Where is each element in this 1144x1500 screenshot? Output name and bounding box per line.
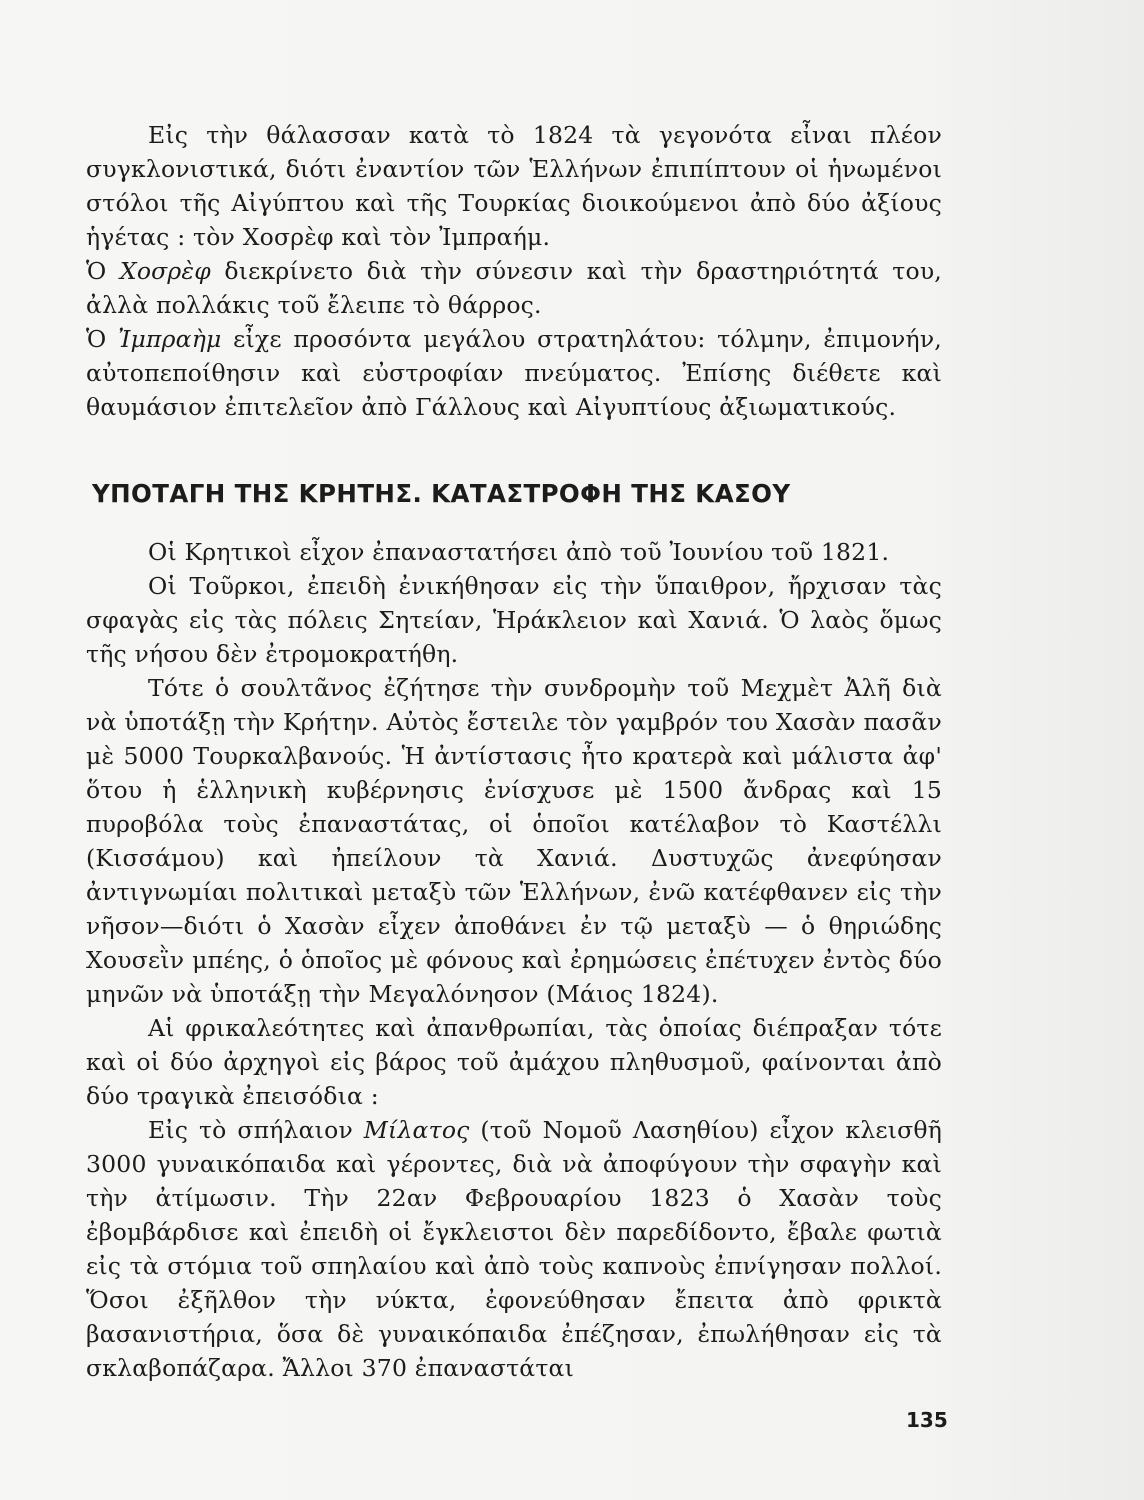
body-section — [86, 535, 942, 1385]
intro-paragraph-1: Εἰς τὴν θάλασσαν κατὰ τὸ 1824 τὰ γεγονότα εἶναι πλέον συγκλονιστικά, διότι ἐναντίον τῶν Ἑλλήνων ἐπιπίπτουν οἱ ἡνωμένοι στόλοι τῆς Αἰγύπτου καὶ τῆς Τουρκίας διοικούμενοι ἀπὸ δύο ἀξίους ἡγέτας : τὸν Χοσρὲφ καὶ τὸν Ἰμπραήμ. — [86, 121, 942, 251]
intro-paragraph-3 — [86, 322, 942, 424]
page-number: 135 — [906, 1408, 948, 1432]
body-paragraph-3: Τότε ὁ σουλτᾶνος ἐζήτησε τὴν συνδρομὴν τοῦ Μεχμὲτ Ἀλῆ διὰ νὰ ὑποτάξῃ τὴν Κρήτην. Αὐτὸς ἔστειλε τὸν γαμβρόν του Χασὰν πασᾶν μὲ 5000 Τουρκαλβανούς. Ἡ ἀντίστασις ἦτο κρατερὰ καὶ μάλιστα ἀφ' ὅτου ἡ ἑλληνικὴ κυβέρνησις ἐνίσχυσε μὲ 1500 ἄνδρας καὶ 15 πυροβόλα τοὺς ἐπαναστάτας, οἱ ὁποῖοι κατέλαβον τὸ Καστέλλι (Κισσάμου) καὶ ἠπείλουν τὰ Χανιά. Δυστυχῶς ἀνεφύησαν ἀντιγνωμίαι πολιτικαὶ μεταξὺ τῶν Ἑλλήνων, ἐνῶ κατέφθανεν εἰς τὴν νῆσον—διότι ὁ Χασὰν εἶχεν ἀποθάνει ἐν τῷ μεταξὺ — ὁ θηριώδης Χουσεῒν μπέης, ὁ ὁποῖος μὲ φόνους καὶ ἐρημώσεις ἐπέτυχεν ἐντὸς δύο μηνῶν νὰ ὑποτάξῃ τὴν Μεγαλόνησον (Μάιος 1824). — [86, 674, 942, 1008]
intro-paragraph-2 — [86, 254, 942, 322]
body-paragraph-5-lead: Εἰς τὸ σπήλαιον — [148, 1116, 364, 1144]
section-heading: ΥΠΟΤΑΓΗ ΤΗΣ ΚΡΗΤΗΣ. ΚΑΤΑΣΤΡΟΦΗ ΤΗΣ ΚΑΣΟΥ — [92, 479, 791, 508]
intro-paragraph-3-lead: Ὁ — [86, 325, 119, 353]
intro-paragraph-2-lead: Ὁ — [86, 257, 120, 285]
body-paragraph-2: Οἱ Τοῦρκοι, ἐπειδὴ ἐνικήθησαν εἰς τὴν ὕπαιθρον, ἤρχισαν τὰς σφαγὰς εἰς τὰς πόλεις Σητείαν, Ἡράκλειον καὶ Χανιά. Ὁ λαὸς ὅμως τῆς νήσου δὲν ἐτρομοκρατήθη. — [86, 572, 942, 668]
name-ibrahim: Ἰμπραὴμ — [118, 325, 222, 353]
body-paragraph-5 — [86, 1113, 942, 1385]
body-paragraph-4: Αἱ φρικαλεότητες καὶ ἀπανθρωπίαι, τὰς ὁποίας διέπραξαν τότε καὶ οἱ δύο ἀρχηγοὶ εἰς βάρος τοῦ ἀμάχου πληθυσμοῦ, φαίνονται ἀπὸ δύο τραγικὰ ἐπεισόδια : — [86, 1014, 942, 1110]
name-chosref: Χοσρὲφ — [119, 257, 211, 285]
intro-paragraph-2-rest: διεκρίνετο διὰ τὴν σύνεσιν καὶ τὴν δραστηριότητά του, ἀλλὰ πολλάκις τοῦ ἔλειπε τὸ θάρρος. — [86, 257, 942, 319]
intro-section — [86, 118, 942, 424]
body-paragraph-1: Οἱ Κρητικοὶ εἶχον ἐπαναστατήσει ἀπὸ τοῦ Ἰουνίου τοῦ 1821. — [148, 538, 890, 566]
place-milatos: Μίλατος — [363, 1116, 470, 1144]
intro-paragraph-3-rest: εἶχε προσόντα μεγάλου στρατηλάτου: τόλμην, ἐπιμονήν, αὐτοπεποίθησιν καὶ εὐστροφίαν πνεύματος. Ἐπίσης διέθετε καὶ θαυμάσιον ἐπιτελεῖον ἀπὸ Γάλλους καὶ Αἰγυπτίους ἀξιωματικούς. — [86, 325, 942, 421]
body-paragraph-5-rest: (τοῦ Νομοῦ Λασηθίου) εἶχον κλεισθῆ 3000 γυναικόπαιδα καὶ γέροντες, διὰ νὰ ἀποφύγουν τὴν σφαγὴν καὶ τὴν ἀτίμωσιν. Τὴν 22αν Φεβρουαρίου 1823 ὁ Χασὰν τοὺς ἐβομβάρδισε καὶ ἐπειδὴ οἱ ἔγκλειστοι δὲν παρεδίδοντο, ἔβαλε φωτιὰ εἰς τὰ στόμια τοῦ σπηλαίου καὶ ἀπὸ τοὺς καπνοὺς ἐπνίγησαν πολλοί. Ὅσοι ἐξῆλθον τὴν νύκτα, ἐφονεύθησαν ἔπειτα ἀπὸ φρικτὰ βασανιστήρια, ὅσα δὲ γυναικόπαιδα ἐπέζησαν, ἐπωλήθησαν εἰς τὰ σκλαβοπάζαρα. Ἄλλοι 370 ἐπαναστάται — [86, 1116, 942, 1382]
